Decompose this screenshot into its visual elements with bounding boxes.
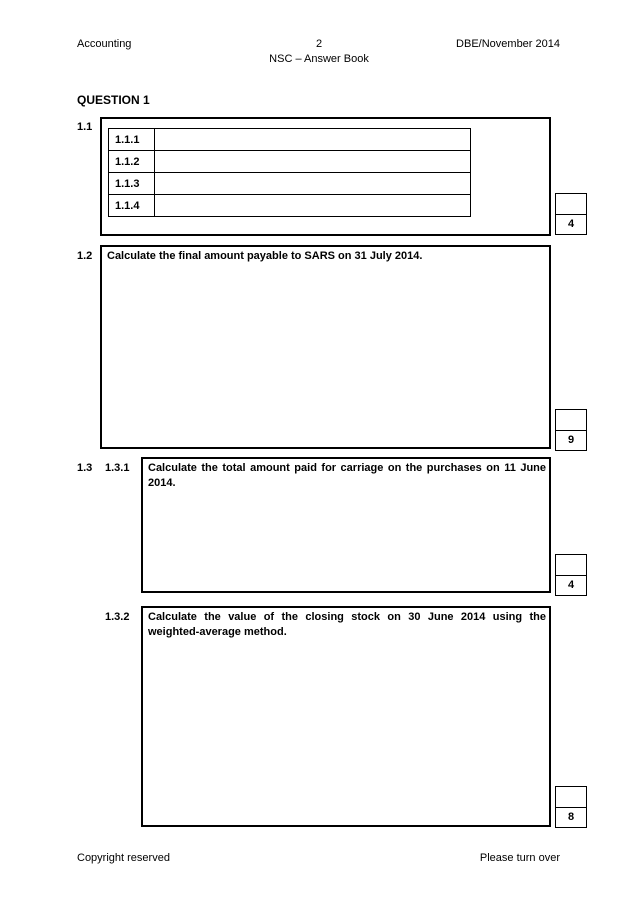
row-label-1-1-4: 1.1.4 xyxy=(109,195,155,217)
footer-turn-over: Please turn over xyxy=(479,852,560,864)
question-1-2-number: 1.2 xyxy=(77,250,93,262)
answer-field-1-1-1[interactable] xyxy=(155,129,471,151)
question-1-2-answer-box[interactable] xyxy=(100,245,551,449)
mark-box-1-1 xyxy=(555,193,587,235)
mark-box-1-3-2 xyxy=(555,786,587,828)
question-1-3-2-prompt: Calculate the value of the closing stock on 30 June 2014 using the weighted-average method. xyxy=(148,611,546,638)
question-1-3-number: 1.3 xyxy=(77,462,93,474)
answer-field-1-1-4[interactable] xyxy=(155,195,471,217)
table-row xyxy=(109,173,471,195)
question-title: QUESTION 1 xyxy=(77,93,150,107)
mark-box-1-2 xyxy=(555,409,587,451)
header-page-number: 2 xyxy=(315,38,323,50)
question-1-1-answer-table xyxy=(108,128,471,217)
mark-total: 8 xyxy=(567,811,575,823)
footer-copyright: Copyright reserved xyxy=(77,852,170,864)
row-label-1-1-2: 1.1.2 xyxy=(109,151,155,173)
question-1-3-2-number: 1.3.2 xyxy=(105,611,130,623)
header-subject: Accounting xyxy=(77,38,132,50)
table-row xyxy=(109,129,471,151)
mark-awarded-field[interactable] xyxy=(556,410,586,431)
table-row xyxy=(109,151,471,173)
question-1-1-number: 1.1 xyxy=(77,121,93,133)
header-subtitle: NSC – Answer Book xyxy=(269,53,369,65)
mark-awarded-field[interactable] xyxy=(556,787,586,808)
question-1-3-1-number: 1.3.1 xyxy=(105,462,130,474)
mark-awarded-field[interactable] xyxy=(556,555,586,576)
table-row xyxy=(109,195,471,217)
question-1-2-prompt: Calculate the final amount payable to SARS on 31 July 2014. xyxy=(107,250,423,262)
mark-total: 4 xyxy=(567,579,575,591)
header-exam-session: DBE/November 2014 xyxy=(456,38,560,50)
mark-box-1-3-1 xyxy=(555,554,587,596)
mark-awarded-field[interactable] xyxy=(556,194,586,215)
mark-total: 9 xyxy=(567,434,575,446)
row-label-1-1-3: 1.1.3 xyxy=(109,173,155,195)
row-label-1-1-1: 1.1.1 xyxy=(109,129,155,151)
mark-total: 4 xyxy=(567,218,575,230)
answer-field-1-1-3[interactable] xyxy=(155,173,471,195)
question-1-3-1-prompt: Calculate the total amount paid for carriage on the purchases on 11 June 2014. xyxy=(148,462,546,489)
answer-field-1-1-2[interactable] xyxy=(155,151,471,173)
